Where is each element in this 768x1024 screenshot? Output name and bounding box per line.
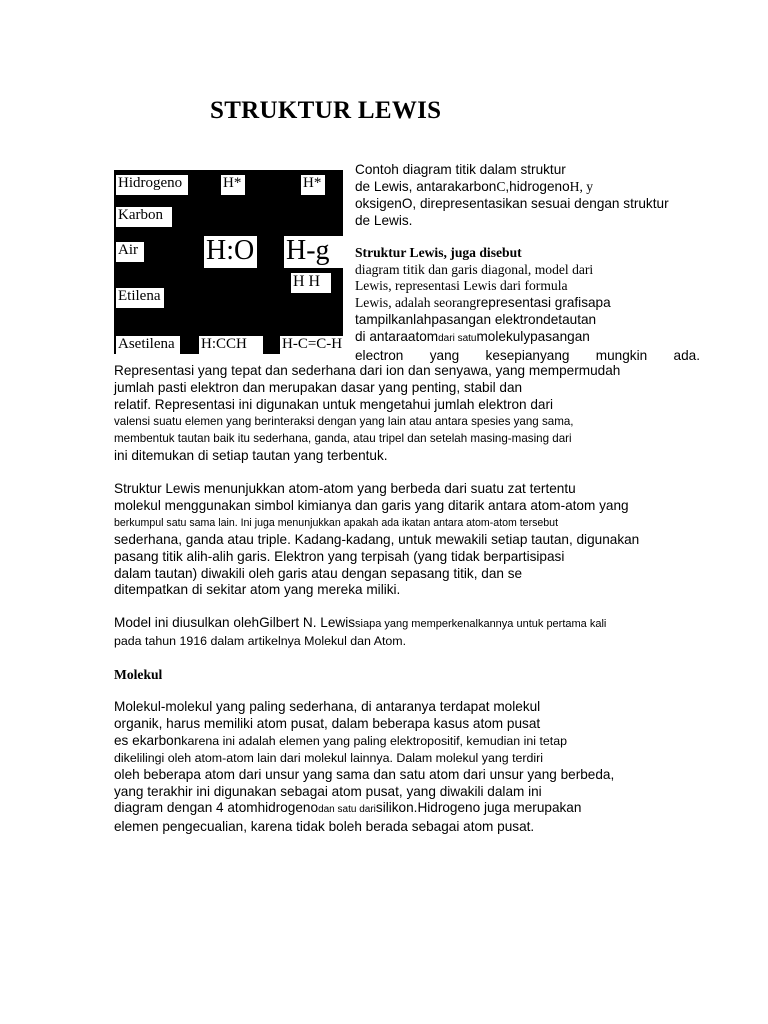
paragraph-structure: [114, 481, 686, 599]
text-line: diagram titik dan garis diagonal, model dari: [355, 261, 594, 277]
lewis-structure-figure: [114, 170, 343, 354]
text-line: Lewis, representasi Lewis dari formula: [355, 278, 568, 294]
text-line: jumlah pasti elektron dan merupakan dasar yang penting, stabil dan: [114, 379, 523, 395]
text-line: ditempatkan di sekitar atom yang mereka miliki.: [114, 582, 401, 598]
label-etilena: Etilena: [116, 288, 164, 308]
water-line-structure: H-g: [284, 236, 343, 268]
text-line: de Lewis, antarakarbonC,hidrogenoH, y: [355, 178, 594, 194]
text-line: Representasi yang tepat dan sederhana dari ion dan senyawa, yang mempermudah: [114, 363, 621, 378]
text-line: Struktur Lewis menunjukkan atom-atom yang berbeda dari suatu zat tertentu: [114, 481, 576, 496]
text-line: tampilkanlahpasangan elektrondetautan: [355, 312, 597, 328]
paragraph-molecule: [114, 699, 686, 836]
text-line: ini ditemukan di setiap tautan yang terbentuk.: [114, 447, 388, 463]
text-line: molekul menggunakan simbol kimianya dan garis yang ditarik antara atom-atom yang: [114, 497, 629, 513]
paragraph-representation: [114, 363, 686, 464]
text-line: berkumpul satu sama lain. Ini juga menunjukkan apakah ada ikatan antara atom-atom tersebut: [114, 516, 559, 529]
text-line: pasang titik alih-alih garis. Elektron yang terpisah (yang tidak berpartisipasi: [114, 548, 565, 564]
text-line: elemen pengecualian, karena tidak boleh berada sebagai atom pusat.: [114, 819, 535, 835]
text-line: Struktur Lewis, juga disebut: [355, 244, 522, 260]
paragraph-model: [114, 615, 686, 650]
label-air: Air: [116, 242, 144, 262]
text-line: Lewis, adalah seorangrepresentasi grafisapa: [355, 295, 611, 311]
text-line: yang terakhir ini digunakan sebagai atom pusat, yang diwakili dalam ini: [114, 783, 542, 799]
text-line: organik, harus memiliki atom pusat, dalam beberapa kasus atom pusat: [114, 715, 541, 731]
acetylene-dot-structure: H:CCH: [199, 336, 263, 354]
text-line: diagram dengan 4 atomhidrogenodan satu darisilikon.Hidrogeno juga merupakan: [114, 800, 582, 816]
text-line: valensi suatu elemen yang berinteraksi dengan yang lain atau antara spesies yang sama,: [114, 414, 574, 428]
text-line: di antaraatomdari satumolekulypasangan: [355, 329, 590, 345]
hydrogen-dot-2: H*: [301, 175, 325, 195]
hydrogen-dot-1: H*: [221, 175, 245, 195]
side-text: [355, 162, 700, 365]
text-line: sederhana, ganda atau triple. Kadang-kadang, untuk mewakili setiap tautan, digunakan: [114, 531, 640, 547]
label-hidrogeno: Hidrogeno: [116, 175, 188, 195]
text-line: electron yang kesepianyang mungkin ada.: [355, 348, 700, 364]
text-line: relatif. Representasi ini digunakan untuk mengetahui jumlah elektron dari: [114, 396, 554, 412]
water-dot-structure: H:O: [204, 236, 257, 268]
text-line: dalam tautan) diwakili oleh garis atau dengan sepasang titik, dan se: [114, 565, 523, 581]
water-hydrogens: H H: [291, 273, 331, 293]
text-line: pada tahun 1916 dalam artikelnya Molekul dan Atom.: [114, 633, 407, 648]
text-line: dikelilingi oleh atom-atom lain dari molekul lainnya. Dalam molekul yang terdiri: [114, 750, 544, 765]
text-line: oleh beberapa atom dari unsur yang sama dan satu atom dari unsur yang berbeda,: [114, 766, 615, 782]
page-title: STRUKTUR LEWIS: [210, 97, 442, 124]
acetylene-line-structure: H-C=C-H: [282, 336, 343, 352]
text-line: oksigenO, direpresentasikan sesuai dengan struktur: [355, 195, 669, 211]
section-heading: Molekul: [114, 667, 163, 682]
text-line: es ekarbonkarena ini adalah elemen yang paling elektropositif, kemudian ini tetap: [114, 732, 567, 748]
label-asetilena: Asetilena: [116, 336, 180, 354]
text-line: Model ini diusulkan olehGilbert N. Lewissiapa yang memperkenalkannya untuk pertama kali: [114, 615, 607, 630]
text-line: membentuk tautan baik itu sederhana, ganda, atau tripel dan setelah masing-masing dari: [114, 431, 572, 445]
text-line: Contoh diagram titik dalam struktur: [355, 162, 566, 177]
label-karbon: Karbon: [116, 207, 172, 227]
text-line: de Lewis.: [355, 212, 413, 228]
text-line: Molekul-molekul yang paling sederhana, di antaranya terdapat molekul: [114, 699, 541, 714]
